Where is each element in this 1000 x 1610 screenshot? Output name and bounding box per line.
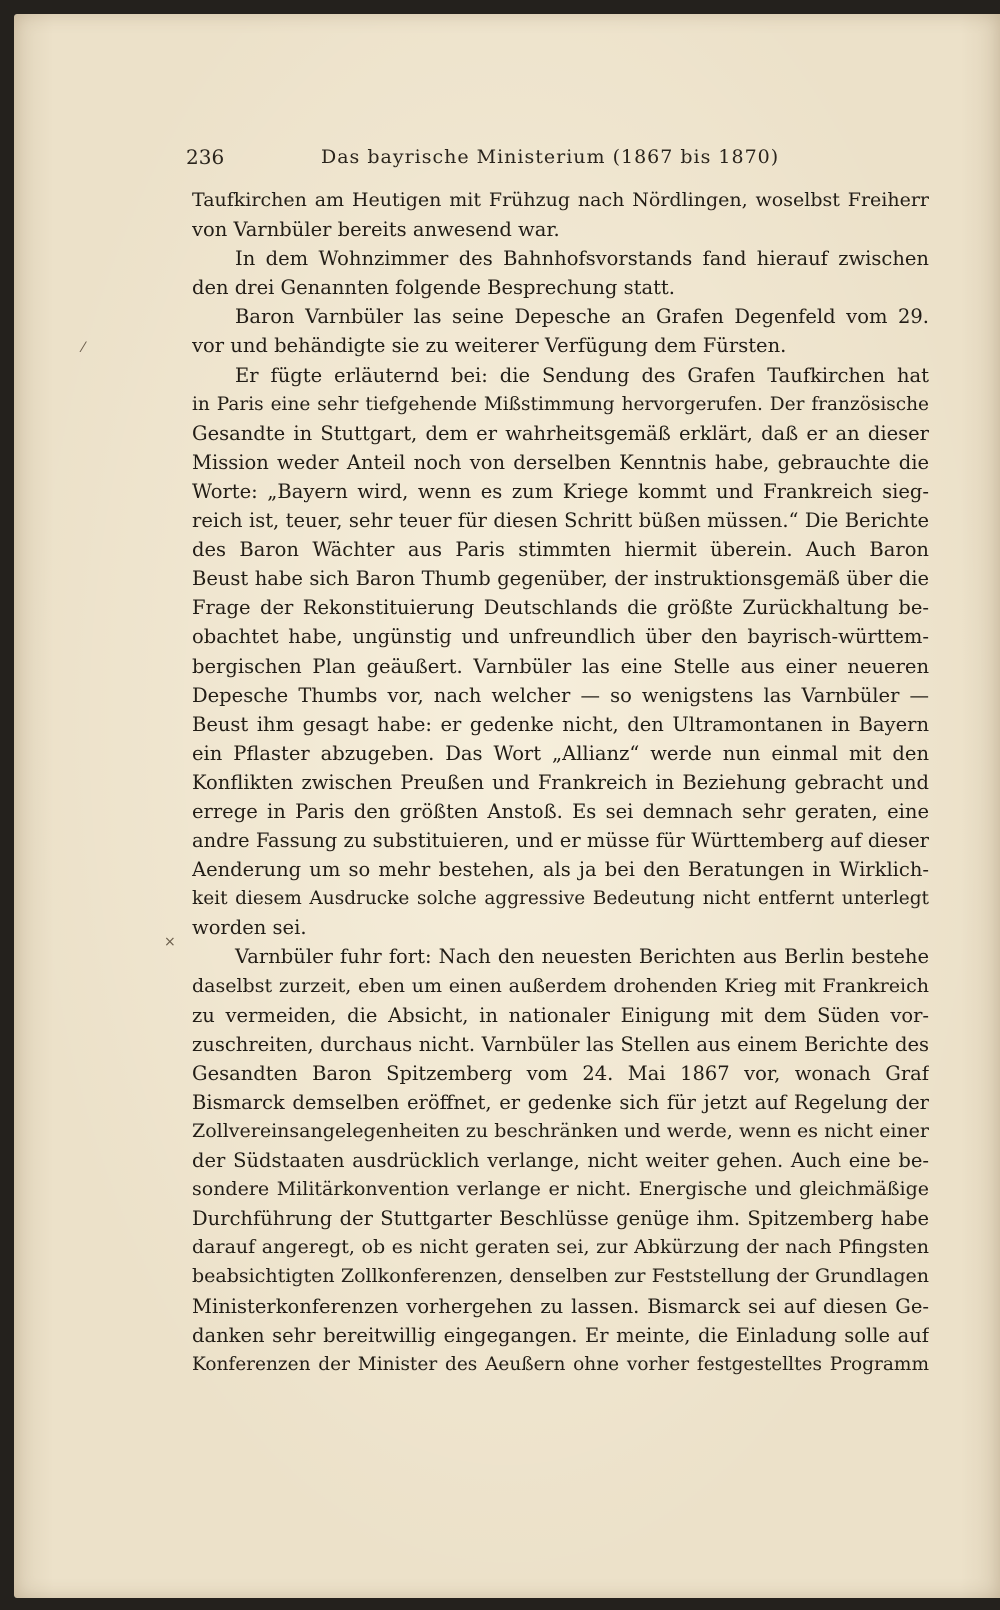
text-line: beabsichtigten Zollkonferenzen, denselben zur Feststellung der Grundlagen [192,1265,929,1288]
text-line: Konferenzen der Minister des Aeußern ohne vorher festgestelltes Programm [192,1353,929,1375]
text-line: Frage der Rekonstituierung Deutschlands die größte Zurückhaltung be- [192,596,929,620]
text-line: bergischen Plan geäußert. Varnbüler las eine Stelle aus einer neueren [192,654,929,678]
running-head: Das bayrische Ministerium (1867 bis 1870) [321,146,780,168]
text-line: Bismarck demselben eröffnet, er gedenke sich für jetzt auf Regelung der [192,1090,929,1114]
text-line: sondere Militärkonvention verlange er nicht. Energische und gleichmäßige [192,1178,929,1201]
text-line: In dem Wohnzimmer des Bahnhofsvorstands fand hierauf zwischen [235,247,929,271]
text-line: von Varnbüler bereits anwesend war. [192,218,560,242]
text-line: worden sei. [192,916,307,940]
text-line: Baron Varnbüler las seine Depesche an Grafen Degenfeld vom 29. [235,305,929,329]
body-text [192,186,929,1379]
page-number: 236 [186,145,225,169]
text-line: ein Pflaster abzugeben. Das Wort „Allianz“ werde nun einmal mit den [192,741,929,765]
text-line: zuschreiten, durchaus nicht. Varnbüler las Stellen aus einem Berichte des [192,1032,929,1056]
text-line: Varnbüler fuhr fort: Nach den neuesten Berichten aus Berlin bestehe [235,945,929,969]
text-line: andre Fassung zu substituieren, und er müsse für Württemberg auf dieser [192,829,929,853]
text-line: in Paris eine sehr tiefgehende Mißstimmung hervorgerufen. Der französische [192,393,929,415]
text-line: Taufkirchen am Heutigen mit Frühzug nach Nördlingen, woselbst Freiherr [192,189,929,211]
text-line: Depesche Thumbs vor, nach welcher — so wenigstens las Varnbüler — [192,683,929,707]
text-line: Worte: „Bayern wird, wenn es zum Kriege kommt und Frankreich sieg- [192,479,929,503]
text-line: Durchführung der Stuttgarter Beschlüsse genüge ihm. Spitzemberg habe [192,1207,929,1231]
text-line: reich ist, teuer, sehr teuer für diesen Schritt büßen müssen.“ Die Berichte [192,509,929,533]
text-line: Zollvereinsangelegenheiten zu beschränken und werde, wenn es nicht einer [192,1120,929,1142]
text-line: Gesandten Baron Spitzemberg vom 24. Mai 1867 vor, wonach Graf [192,1061,929,1085]
text-line: Konflikten zwischen Preußen und Frankreich in Beziehung gebracht und [192,770,929,794]
text-line: errege in Paris den größten Anstoß. Es sei demnach sehr geraten, eine [192,799,929,823]
text-line: Mission weder Anteil noch von derselben Kenntnis habe, gebrauchte die [192,450,929,474]
text-line: keit diesem Ausdrucke solche aggressive Bedeutung nicht entfernt unterlegt [192,888,929,910]
text-line: Beust ihm gesagt habe: er gedenke nicht, den Ultramontanen in Bayern [192,712,929,736]
text-line: obachtet habe, ungünstig und unfreundlich über den bayrisch-württem- [192,625,929,649]
text-line: zu vermeiden, die Absicht, in nationaler Einigung mit dem Süden vor- [192,1003,929,1027]
page-header [186,143,926,171]
text-line: Gesandte in Stuttgart, dem er wahrheitsgemäß erklärt, daß er an dieser [192,421,929,445]
text-line: Beust habe sich Baron Thumb gegenüber, der instruktionsgemäß über die [192,567,929,591]
margin-pencil-mark: × [164,934,176,950]
text-line: darauf angeregt, ob es nicht geraten sei, zur Abkürzung der nach Pfingsten [192,1236,929,1259]
margin-pencil-mark: ⁄ [82,340,85,356]
text-line: daselbst zurzeit, eben um einen außerdem drohenden Krieg mit Frankreich [192,974,929,997]
text-line: danken sehr bereitwillig eingegangen. Er meinte, die Einladung solle auf [192,1323,929,1347]
text-line: des Baron Wächter aus Paris stimmten hiermit überein. Auch Baron [192,538,929,562]
text-line: vor und behändigte sie zu weiterer Verfügung dem Fürsten. [192,334,787,358]
text-line: den drei Genannten folgende Besprechung statt. [192,276,675,300]
text-line: Ministerkonferenzen vorhergehen zu lassen. Bismarck sei auf diesen Ge- [192,1294,929,1318]
text-line: Er fügte erläuternd bei: die Sendung des Grafen Taufkirchen hat [235,363,929,387]
text-line: der Südstaaten ausdrücklich verlange, nicht weiter gehen. Auch eine be- [192,1149,929,1173]
text-line: Aenderung um so mehr bestehen, als ja bei den Beratungen in Wirklich- [192,858,929,882]
